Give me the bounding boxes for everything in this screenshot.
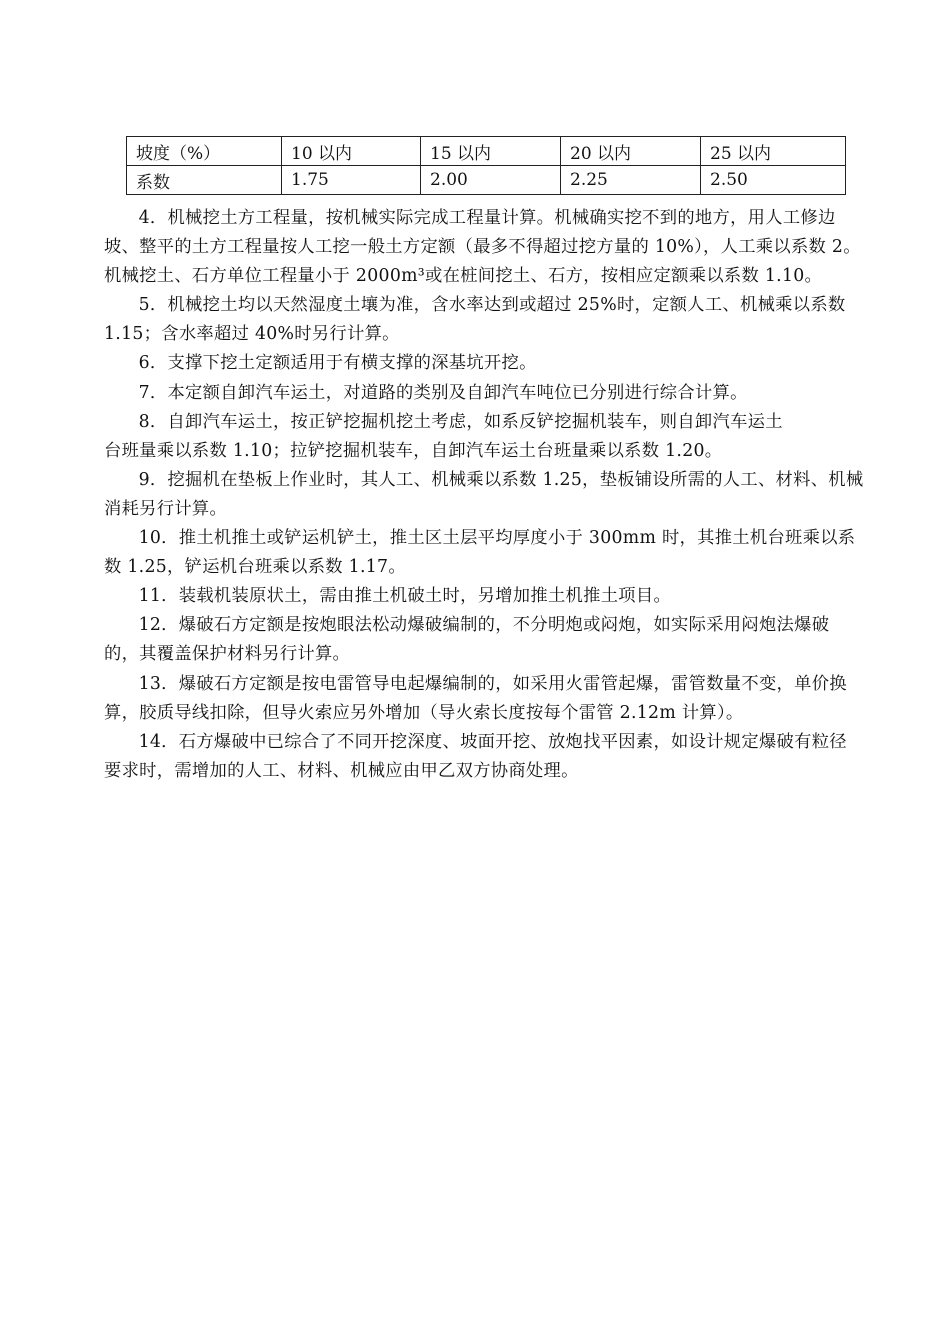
table-cell: 系数	[127, 166, 282, 195]
table-cell: 2.00	[421, 166, 561, 195]
table-row	[127, 137, 846, 166]
table-cell: 15 以内	[421, 137, 561, 166]
table-cell: 1.75	[282, 166, 421, 195]
paragraph-6: 6．支撑下挖土定额适用于有横支撑的深基坑开挖。	[138, 353, 537, 374]
table-cell: 20 以内	[561, 137, 701, 166]
paragraph-9: 9．挖掘机在垫板上作业时，其人工、机械乘以系数 1.25，垫板铺设所需的人工、材料、机械消耗另行计算。	[104, 469, 864, 519]
paragraph-5: 5．机械挖土均以天然湿度土壤为准，含水率达到或超过 25%时，定额人工、机械乘以系数 1.15；含水率超过 40%时另行计算。	[104, 295, 846, 345]
table-cell: 25 以内	[701, 137, 846, 166]
paragraph-8-line-2: 台班量乘以系数 1.10；拉铲挖掘机装车，自卸汽车运土台班量乘以系数 1.20。	[104, 440, 723, 461]
table-cell: 2.25	[561, 166, 701, 195]
paragraph-12: 12．爆破石方定额是按炮眼法松动爆破编制的，不分明炮或闷炮，如实际采用闷炮法爆破的，其覆盖保护材料另行计算。	[104, 615, 830, 665]
table-cell: 10 以内	[282, 137, 421, 166]
paragraph-14: 14．石方爆破中已综合了不同开挖深度、坡面开挖、放炮找平因素，如设计规定爆破有粒径要求时，需增加的人工、材料、机械应由甲乙双方协商处理。	[104, 731, 847, 781]
slope-coefficient-table	[126, 136, 846, 195]
table-cell: 2.50	[701, 166, 846, 195]
paragraph-8-line-1: 8．自卸汽车运土，按正铲挖掘机挖土考虑，如系反铲挖掘机装车，则自卸汽车运土	[138, 411, 783, 432]
body-text	[104, 204, 864, 786]
paragraph-11: 11．装载机装原状土，需由推土机破土时，另增加推土机推土项目。	[138, 586, 672, 607]
paragraph-10: 10．推土机推土或铲运机铲土，推土区土层平均厚度小于 300mm 时，其推土机台班乘以系数 1.25，铲运机台班乘以系数 1.17。	[104, 528, 856, 578]
paragraph-7: 7．本定额自卸汽车运土，对道路的类别及自卸汽车吨位已分别进行综合计算。	[138, 382, 748, 403]
paragraph-4: 4．机械挖土方工程量，按机械实际完成工程量计算。机械确实挖不到的地方，用人工修边坡、整平的土方工程量按人工挖一般土方定额（最多不得超过挖方量的 10%），人工乘以系数 2。机械挖土、石方单位工程量小于 2000m³或在桩间挖土、石方，按相应定额乘以系数 1.10。	[104, 208, 861, 287]
table-row	[127, 166, 846, 195]
table-cell: 坡度（%）	[127, 137, 282, 166]
paragraph-13: 13．爆破石方定额是按电雷管导电起爆编制的，如采用火雷管起爆，雷管数量不变，单价换算，胶质导线扣除，但导火索应另外增加（导火索长度按每个雷管 2.12m 计算）。	[104, 673, 847, 723]
